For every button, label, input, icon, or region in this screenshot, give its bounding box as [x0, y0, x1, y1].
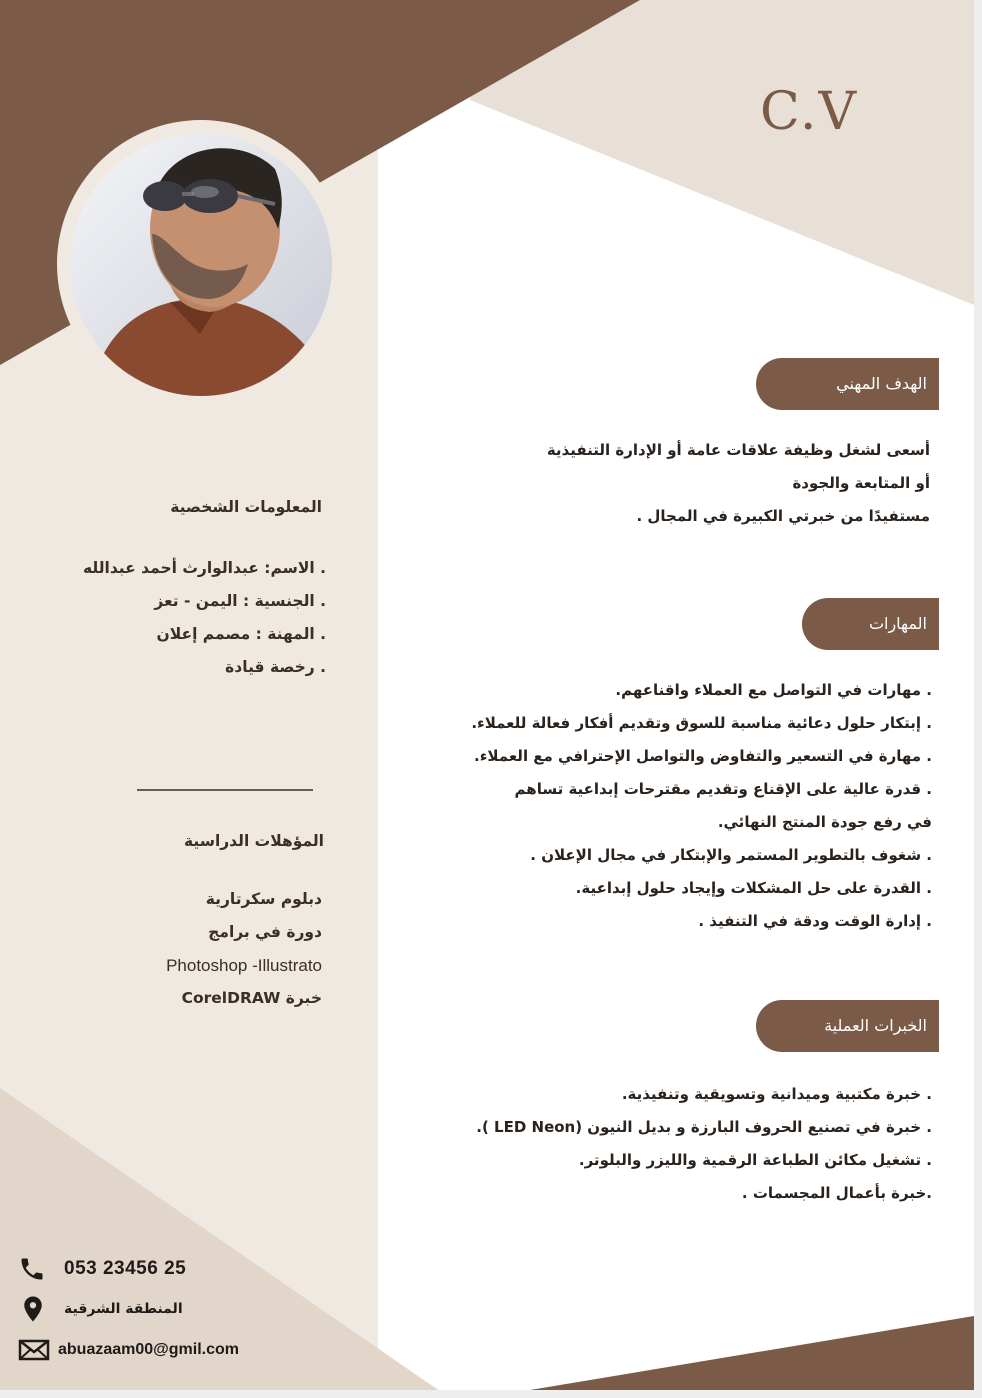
cv-title: C.V — [760, 82, 859, 142]
skills-item: . القدرة على حل المشكلات وإيجاد حلول إبداعية. — [575, 879, 932, 897]
skills-item: في رفع جودة المنتج النهائي. — [717, 813, 932, 831]
personal-info-item: . الجنسية : اليمن - تعز — [154, 592, 326, 610]
location-pin-icon — [18, 1294, 48, 1324]
skills-item: . إبتكار حلول دعائية مناسبة للسوق وتقديم أفكار فعالة للعملاء. — [471, 714, 932, 732]
phone-number[interactable]: 053 23456 25 — [64, 1258, 187, 1279]
personal-info-item: . رخصة قيادة — [225, 658, 326, 676]
experience-list — [420, 1078, 932, 1210]
email-address[interactable]: abuazaam00@gmil.com — [58, 1341, 239, 1358]
skills-heading-label: المهارات — [868, 614, 927, 633]
objective-line: أسعى لشغل وظيفة علاقات عامة أو الإدارة التنفيذية — [546, 441, 930, 459]
education-item: Photoshop -Illustrato — [166, 956, 322, 975]
education-heading: المؤهلات الدراسية — [183, 832, 324, 850]
envelope-icon — [18, 1338, 50, 1362]
profile-photo — [70, 134, 332, 396]
education-list — [60, 883, 322, 1015]
objective-heading — [756, 358, 939, 410]
skills-heading — [802, 598, 939, 650]
personal-info-item: . المهنة : مصمم إعلان — [156, 625, 326, 643]
section-divider — [137, 789, 313, 791]
personal-info-item: . الاسم: عبدالوارث أحمد عبدالله — [82, 559, 326, 577]
experience-item: . خبرة في تصنيع الحروف البارزة و بديل النيون (LED Neon ). — [476, 1118, 932, 1136]
personal-info-list — [30, 552, 326, 684]
skills-item: . إدارة الوقت ودقة في التنفيذ . — [698, 912, 932, 930]
education-item: خبرة CorelDRAW — [181, 989, 322, 1007]
skills-item: . شغوف بالتطوير المستمر والإبتكار في مجال الإعلان . — [530, 846, 932, 864]
personal-info-heading: المعلومات الشخصية — [170, 498, 322, 516]
experience-item: . تشغيل مكائن الطباعة الرقمية والليزر والبلوتر. — [578, 1151, 932, 1169]
objective-line: مستفيدًا من خبرتي الكبيرة في المجال . — [636, 507, 930, 525]
experience-heading — [756, 1000, 939, 1052]
experience-item: . خبرة مكتبية وميدانية وتسويقية وتنفيذية. — [621, 1085, 932, 1103]
objective-line: أو المتابعة والجودة — [792, 474, 930, 492]
skills-item: . مهارة في التسعير والتفاوض والتواصل الإحترافي مع العملاء. — [474, 747, 932, 765]
objective-text — [440, 434, 930, 533]
education-item: دبلوم سكرتارية — [205, 890, 322, 908]
skills-item: . قدرة عالية على الإقناع وتقديم مقترحات إبداعية تساهم — [514, 780, 932, 798]
contact-email — [18, 1334, 239, 1366]
experience-item: .خبرة بأعمال المجسمات . — [741, 1184, 932, 1202]
skills-item: . مهارات في التواصل مع العملاء واقناعهم. — [615, 681, 932, 699]
skills-list — [400, 674, 932, 938]
phone-icon — [18, 1255, 46, 1283]
contact-phone — [18, 1253, 186, 1285]
location-text: المنطقة الشرقية — [64, 1301, 183, 1317]
education-item: دورة في برامج — [208, 923, 322, 941]
experience-heading-label: الخبرات العملية — [824, 1016, 927, 1035]
objective-heading-label: الهدف المهني — [836, 374, 927, 393]
contact-location — [18, 1293, 183, 1325]
